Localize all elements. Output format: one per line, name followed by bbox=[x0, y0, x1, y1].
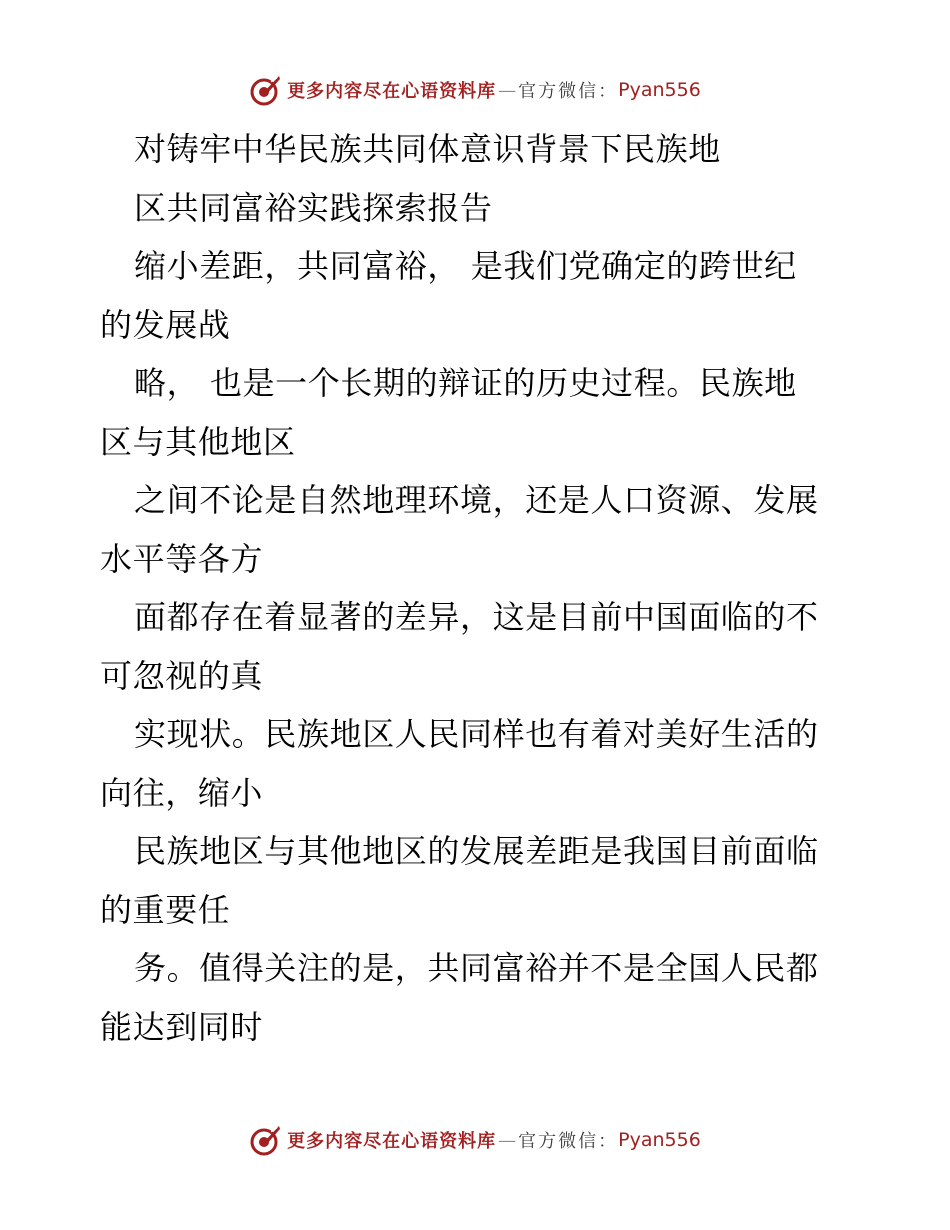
text-line: 之间不论是自然地理环境，还是人口资源、发展 bbox=[134, 481, 819, 519]
text-line: 略， 也是一个长期的辩证的历史过程。民族地 bbox=[134, 364, 797, 402]
banner-wechat-label: 官方微信： bbox=[518, 1131, 619, 1152]
text-line: 的重要任 bbox=[100, 890, 231, 929]
text-line: 水平等各方 bbox=[100, 539, 264, 578]
quill-logo-icon bbox=[249, 1123, 283, 1157]
banner-wechat-id: Pyan556 bbox=[618, 1129, 701, 1151]
text-line: 的发展战 bbox=[100, 305, 231, 344]
text-line: 区与其他地区 bbox=[100, 422, 296, 461]
header-watermark-banner bbox=[0, 70, 950, 110]
text-line: 对铸牢中华民族共同体意识背景下民族地 bbox=[134, 130, 721, 168]
footer-watermark-banner bbox=[0, 1120, 950, 1160]
text-line: 可忽视的真 bbox=[100, 656, 264, 695]
text-line: 向往，缩小 bbox=[100, 773, 264, 812]
text-line: 区共同富裕实践探索报告 bbox=[134, 188, 493, 227]
banner-title: 更多内容尽在心语资料库 bbox=[287, 1131, 497, 1152]
text-line: 面都存在着显著的差异，这是目前中国面临的不 bbox=[134, 598, 819, 636]
banner-wechat-id: Pyan556 bbox=[618, 79, 701, 101]
banner-separator: — bbox=[498, 1129, 517, 1151]
banner-title: 更多内容尽在心语资料库 bbox=[287, 81, 497, 102]
document-body bbox=[100, 120, 860, 1056]
text-line: 缩小差距，共同富裕， 是我们党确定的跨世纪 bbox=[134, 247, 797, 285]
text-line: 务。值得关注的是，共同富裕并不是全国人民都 bbox=[134, 949, 819, 987]
text-line: 民族地区与其他地区的发展差距是我国目前面临 bbox=[134, 832, 819, 870]
quill-logo-icon bbox=[249, 73, 283, 107]
text-line: 能达到同时 bbox=[100, 1007, 264, 1046]
banner-separator: — bbox=[498, 79, 517, 101]
banner-wechat-label: 官方微信： bbox=[518, 81, 619, 102]
text-line: 实现状。民族地区人民同样也有着对美好生活的 bbox=[134, 715, 819, 753]
